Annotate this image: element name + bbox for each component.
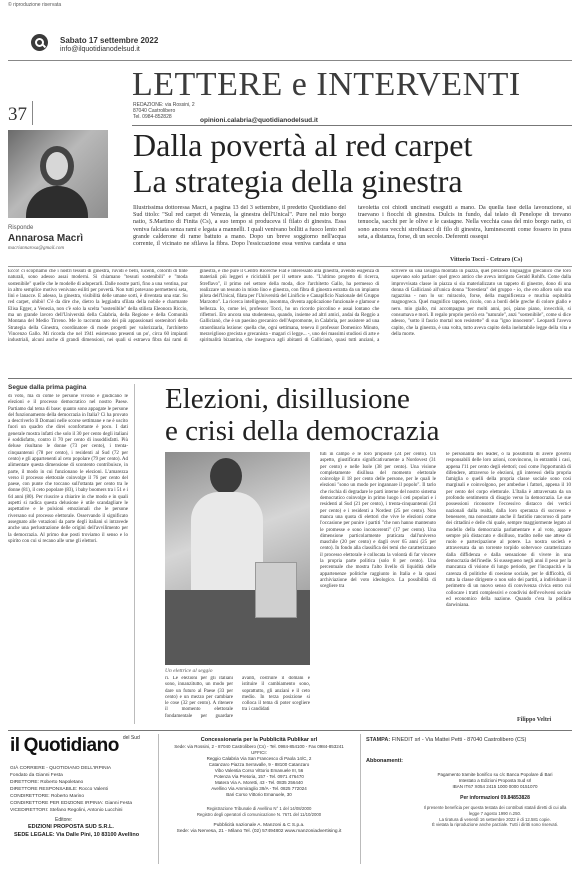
subscriptions-label: Abbonamenti:: [366, 758, 403, 764]
header-email[interactable]: info@ilquotidianodelsud.it: [60, 46, 140, 53]
ads-offices: Sede: via Rossini, 2 - 87040 Castrolibero (Cs) - Tel. 0984-854100 - Fax 0984-853241 UFFICI: Reggio Calabria Via San Francesco di Paola 14/C, 2 Catanzaro Piazza Serravalle, 9 - 88100 Catanzaro Vibo Valentia Corso Vittorio Emanuele III, 56 Potenza Via Pretoria, 157 - Tel. 0971 476470 Matera Via A. Moretti, 43 - Tel. 0835 256440 Avellino Via Ammiraglio 39/A - Tel. 0825 772024 Bari Corso Vittorio Emanuele, 30: [174, 744, 344, 797]
legal-notice: Il presente beneficia per questa testata dei contributi statali diretti di cui alla legge 7 agosto 1990 n.250. La tiratura di venerdì 16 settembre 2022 è di 12.581 copie. È vietata la riproduzione anche parziale. Tutti i diritti sono riservati.: [423, 805, 567, 828]
reply-body: Ecco! ci scopriamo che i nostri tessuti di ginestra, ruvidi e belli, lucenti, coloriti di tinte naturali, sono adesso assai moderni. Si chiamano "tessuti sostenibili" e "moda sostenibile" quelle che le modelle di adoperarli. Dalle nostre parti, fino a una ventina, pur in altro semplice motivo venivano esiliti per povertà. Non tutti potevano permettersi seta, lini e lanacce. E adesso, la ginestra, visibilità delle umane sorti, è diventata una star. Su red carpet, ohibò! C'è da dire che, dietro la leggiadra sfilata della nobile e charmante Elisa Egger, a Venezia, non c'è solo la scelta "sostenibile" della stilista Eleonora Riccio, ma un grande lavoro dell'Università della Calabria, della Regione e della Comunità Montana del Medio Tirreno. Me lo racconta uno dei più appassionati sostenitori della Strategia della Ginestra, coordinatore di mode progetti per valorizzarla, l'architetto Vincenzo Gallo. Mi ricorda che nel 1941 esistevano presenti un po', circa 60 impianti industriali, alcuni anche di grandi dimensioni, nei quali si estraeva fibra dai rami di ginestra, e che pure il Centro Ricerche Fiat è interessato alla ginestra, avendo esigenza di materiali più leggeri e riciclabili per il settore auto. "L'ultimo progetto di ricerca, Streflavo", il primo nel settore della moda, dice l'architetto Gallo, ha permesso di realizzare un tessuto in misto lino e ginestra, con fibra di ginestra estratta da un impianto pilota dell'Unical, filata per l'Università del Linificio e Canapificio Nazionale del Gruppo Marzotto". La ricerca intelligente, insomma, diventa applicazione funzionale e glamour e bellezza. Io, come lei, professor Tocci, ho un ricordo piccolino e assai lontano che riflettori. Ero ancora una studentessa, quando, insieme ad altri amici, andai da Reggio a Gallicianò, che è un paesino grecanico dell'Aspromonte, in Calabria, per assistere ad una straordinaria lezione: quella che, ogni settimana, teneva il professor Domenico Minuto, meraviglioso grecista e grecanista - magari ci legge... -, uno dei massimi studiosi di arte e spiritualità bizantina, che insegnava agli abitanti di Gallicianò, quasi tutti anziani, a scrivere su una lavagna montata in piazza, quel prezioso linguaggio grecanico che loro sapevano solo parlare: quel greco antico che aveva intrigato Gerald Rohlfs. Come dalla improvvisata classe in piazza si sia materializzato un tappeto di ginestre, dono di una donna di Gallicianò all'unica donna "forestiera" del gruppo - io, che ero alloro solo una ragazzina - non lo so: miracolo, forse, della magnificenza e muchia ospitalità magnogreca. Quel magnifico tappeto, ricolo, con a bordi delle greche di colore giallo e nero. mio giallo, mi accompagna per molti anni, poi, piano piano, invecchiò, si consumava e morì. Il regalo proprio perciò era "naturale", anzi "sostenibile", come si dice adesso, "sotto il fascio mortal non resistette" di sua "igno innocente". Leopardi l'aveva capito, che la ginestra, è una volta, tutto aveva capito della ineluttabile legge della vita e della morte.: [8, 269, 571, 344]
continued-label: Segue dalla prima pagina: [8, 384, 87, 391]
subscriptions-payment: Pagamento tramite bonifico su c/c Banca Popolare di Bari Intestato a Edizioni Proposta Sud srl IBAN IT67 X054 2415 1000 0000 0151070: [437, 772, 553, 789]
article-column-2: ri. Le elezioni per gli italiani sono, innanzitutto, un modo per dare un futuro al Paese (33 per cento) e un mezzo per cambiare le cose (32 per cento). A ritenere il momento elettorale fondamentale per guardare avanti, costruire il domani e istituire il cambiamento sono, soprattutto, gli anziani e il ceto medio. In terza posizione si colloca il tema di poter scegliere tra i candidati: [165, 676, 310, 719]
ads-national: Pubblicità nazionale A. Manzoni & C S.p.a. Sede: via Nervesa, 21 - Milano Tel. (02) 57494802 www.manzoniadvertising.it: [176, 823, 342, 834]
columnist-photo: [8, 130, 108, 218]
page-number: 37: [8, 104, 27, 125]
issue-date: Sabato 17 settembre 2022: [60, 36, 159, 45]
masthead-il: il: [10, 735, 20, 756]
article-signature: Filippo Veltri: [517, 717, 552, 723]
quotidiano-logo-icon: [31, 34, 48, 51]
article-headline-1: Elezioni, disillusione: [165, 383, 410, 415]
letter-headline-1: Dalla povertà al red carpet: [133, 127, 473, 163]
responder-name: Annarosa Macrì: [8, 233, 84, 244]
subscriptions-phone[interactable]: Per informazioni 09.84853828: [460, 795, 530, 801]
responder-email[interactable]: macriannarosa@gmail.com: [8, 246, 64, 251]
letter-body: Illustrissima dottoressa Macrì, a pagina 13 del 3 settembre, il predetto Quotidiano del Sud titolo: "Sul red carpet di Venezia, la ginestra dell'Unical". Pure nel mio borgo natio, S.Martino di Finita (Cs), a suo tempo si produceva il filato di ginestra. Essa veniva falciata senza rami e legata a mannelli. I quali venivano bolliti a fuoco lento nel grande calderone di rame battuto a mano. Dopo un breve soggiorno nell'acqua corrente, il vicinato ne sfilava la fibra. Dopo l'essiccazione essa veniva cardata e una tavoletta coi chiodi uncinati eseguiti a mano. Da quella fase della lavorazione, si traevano i fiocchi di ginestra. Dulcis in fundo, dal telaio di Penelope di trevano tenuocla, sacchi per le olive e le castagne. Nella vecchia casa del mio borgo natio, ci sono ancora vecchi strofinacci di filo di ginestra, luminescenti come fossero in pura seta, a distanza, forse, di un secolo. Deferenti ossequi: [133, 205, 571, 248]
letter-headline-2: La strategia della ginestra: [133, 163, 463, 199]
photo-caption: Un elettrice al seggio: [165, 668, 213, 674]
opinion-email[interactable]: opinioni.calabria@quotidianodelsud.it: [200, 117, 318, 124]
redazione-info: REDAZIONE: via Rossini, 2 87040 Castrolibero Tel. 0984-852828: [133, 102, 195, 120]
masthead-del-sud: del Sud: [122, 735, 140, 741]
article-headline-2: e crisi della democrazia: [165, 415, 440, 447]
ads-title: Concessionaria per la Pubblicità Publikar srl: [200, 737, 318, 743]
print-label: STAMPA:: [366, 737, 391, 743]
publisher-name: EDIZIONI PROPOSTA SUD S.R.L.: [28, 824, 114, 830]
masthead-logo: [10, 735, 140, 765]
registration-info: Registrazione Tribunale di Avellino N° 1 del 14/08/2000 Registro degli operatori di comunicazione N. 7671 del 11/10/2000: [196, 806, 322, 817]
voting-photo: [165, 452, 310, 665]
section-title: LETTERE e INTERVENTI: [132, 66, 521, 103]
publisher-address: SEDE LEGALE: Via Dalle Pini, 10 83100 Avellino: [14, 832, 140, 838]
article-column-3: tuti in campo e le loro proposte (24 per cento). Un aspetto, giustificato significativamente a Nordovest (31 per cento) e nelle Isole (38 per cento). Una visione completamente disillusa del momento elettorale coinvolge il 18 per cento delle persone, per le quali le elezioni "sono un modo per ingannare il popolo". Il tarlo che rischia di degradare le parti interne del nostro sistema democratico coinvolge in primo luogo i ceti popolari e i residenti al Sud (21 per cento), i trenta-cinquantenni (24 per cento) e i residenti a Nordest (25 per cento). Non manca una quota di elettori che vive le elezioni come l'occasione per punire i partiti "che non hanno mantenuto le promesse e sono inconcerenti" (17 per cento). Una dimensione particolarmente praticata dall'universo maschile (20 per cento) e dagli over 65 anni (25 per cento). In fondo alla classifica dei temi che caratterizzano il processo elettorale è collocata la volontà di far vincere la propria parte politica (solo 8 per cento). Una percentuale che mostra l'alto livello di liquidità delle appartenenze politiche raggiunto in Italia e la quasi archiviazione del voto ideologico. La possibilità di scegliere tra: [320, 452, 436, 590]
copyright-notice: © riproduzione riservata: [8, 2, 62, 8]
article-column-1: di voto, ma di come le persone vivono e giudicano le elezioni e il processo democratico nel nostro Paese. Partiamo dal tema di base: quanto sono appagate le persone del funzionamento della democrazia in Italia? Ci ha provato a descriverlo Il Domani nelle scorse settimane e ne è uscito fuori un quadro che direi sconfortante è poco. I dati generale mostra infatti che solo il 30 per cento degli italiani è soddisfatto, contro il 70 per cento di insoddisfatti. Più deluse risultano le donne (73 per cento), i trenta-cinquantenni (78 per cento), i residenti al Sud (72 per cento) e gli appartenenti al ceto popolare (79 per cento). Ad alimentare questa dimensione di scontento contribuisce, in parte, il modo in cui funzionano le elezioni. L'amarezza verso il processo elettorale coinvolge il 76 per cento del paese, con punte che toccano sull'ottanta per cento tra le donne (81), il ceto popolare (83), i baby boomers tra i 51 e i 64 anni (80). Per riuscire a chiarire in che modo e in quali aspetti si radica questa delusione è utile scandagliare le aspettative e le pulsioni emozionali che le persone riversano sul processo elettorale. Osservando il significato assegnato alle votazioni da parte degli italiani si intravede anche una perlustrazione delle origini dell'avvilimento per la democrazia. Al primo due posti troviamo il senso e lo spirito con cui si recano alle urne gli elettori.: [8, 394, 128, 544]
letter-signature: Vittorio Tocci - Cetraro (Cs): [450, 257, 523, 263]
editor-label: Editore:: [55, 817, 73, 823]
print-info: [366, 737, 571, 743]
print-text: FINEDIT srl - Via Mattei Petti - 87040 Castrolibero (CS): [391, 737, 527, 743]
editorial-staff: GIÀ CORRIERE - QUOTIDIANO DELL'IRPINIA Fondato da Gianni Festa DIRETTORE: Roberto Napoletano DIRETTORE RESPONSABILE: Rocco Valenti CONDIRETTORE: Roberto Marino CONDIRETTORE PER EDIZIONE IRPINIA: Gianni Festa VICEDIRETTORI: Stefano Regolini, Antonio Lucchini: [10, 766, 132, 813]
article-column-4: le personalità dei leader, o la possibilità di avere governi responsabili delle loro azioni, convincono, in entrambi i casi, appena l'11 per cento degli elettori; così come l'opportunità di difendere, attraverso le elezioni, gli interessi della propria famiglia o quelli della propria classe sociale sono così marginali e coinvolgono, per ambedue i fattori, appena il 10 per cento del corpo elettorale. L'Italia è attraversata da un profondo sentimento di disagio verso la democrazia. Le sue possessioni riconsorre l'eccessivo distacco dei vertici nazionali dalla realtà, dalla loro speranza di successo e benessere, ma nonostante anche il fastidio rancoroso di parte dei cittadini e delle chi quale, sempre maggiormente legato al modello della democrazia parlamentare e al voto, appare sempre più distaccato e disilluso, tradito nelle sue attese di ruolo e partecipazione al potere. La nostra società e attraversata da un torrente torpido soltervoce caratterizzato dalla diffidenza e dalla sensazione di vivere in una democrazia dell'inedie. Si sussegueno negli anni il peso per la mancanza di visione di lungo periodo, per l'incapacità e la carenza di politiche di coesione sociale, per le difficoltà, di tutta la classe dirigente o non solo dei partiti, a individuare il perimetro di un nuovo senso di convivenza civica entro cui collocare i tratti complessivi e condivisi dell'evolversi sociale ed economico della nazione. Quando c'era la politica darwiniana.: [446, 452, 571, 609]
responder-label: Risponde: [8, 225, 34, 231]
masthead-name: Quotidiano: [23, 735, 119, 756]
